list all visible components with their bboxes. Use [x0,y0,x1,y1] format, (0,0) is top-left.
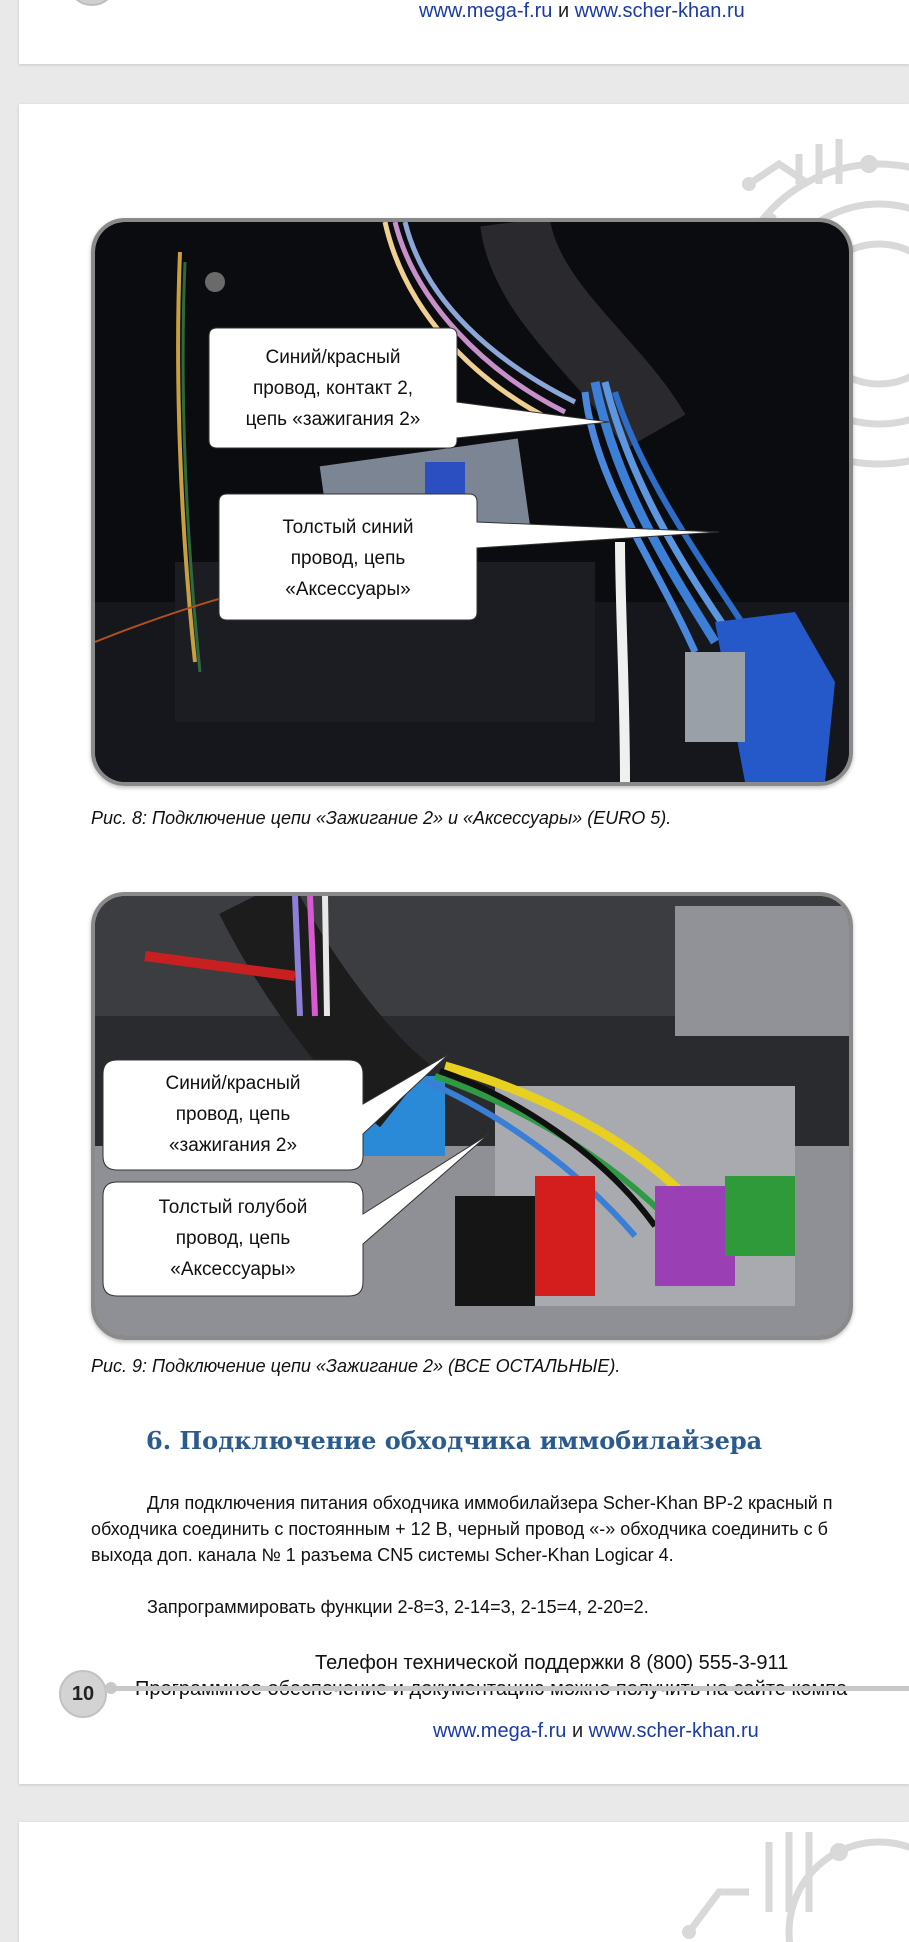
support-phone: Телефон технической поддержки 8 (800) 555-3-911 [315,1652,789,1674]
paragraph-line: выхода доп. канала № 1 разъема CN5 системы Scher-Khan Logicar 4. [91,1545,674,1565]
document-page [19,104,909,1784]
callout-line: цепь «зажигания 2» [245,409,421,430]
mega-f-link[interactable]: www.mega-f.ru [419,0,553,22]
callout-line: Синий/красный [165,1073,301,1094]
callout-line: провод, цепь [175,1104,291,1125]
next-page-fragment [19,1822,909,1942]
callout-line: провод, цепь [290,548,406,569]
callout-line: Синий/красный [265,347,401,368]
page-number: 10 [59,1670,107,1718]
links-conjunction: и [571,1720,584,1742]
callout-line: «Аксессуары» [285,579,411,600]
previous-page-fragment [19,0,909,64]
section-paragraph-2: Запрограммировать функции 2-8=3, 2-14=3, 2-15=4, 2-20=2. [147,1597,649,1617]
figure-8-caption: Рис. 8: Подключение цепи «Зажигание 2» и «Аксессуары» (EURO 5). [91,808,672,828]
page-number-badge-partial [67,0,117,6]
figure-9-callout-2 [103,1192,363,1285]
header-links [419,0,745,23]
paragraph-line: Для подключения питания обходчика иммобилайзера Scher-Khan BP-2 красный п [147,1493,833,1513]
figure-9-callout-1 [103,1068,363,1161]
circuit-ornament-decoration [659,1822,909,1942]
scher-khan-link[interactable]: www.scher-khan.ru [574,0,745,22]
footer-links [433,1720,759,1743]
paragraph-line: обходчика соединить с постоянным + 12 В, черный провод «-» обходчика соединить с б [91,1519,828,1539]
mega-f-link[interactable]: www.mega-f.ru [433,1720,567,1742]
callout-line: «зажигания 2» [168,1135,298,1156]
callout-line: провод, контакт 2, [252,378,414,399]
callout-line: Толстый синий [282,517,414,538]
footer-rule [109,1686,909,1691]
links-conjunction: и [557,0,570,22]
section-paragraph-1 [91,1490,833,1568]
callout-line: Толстый голубой [158,1197,308,1218]
section-heading: 6. Подключение обходчика иммобилайзера [146,1426,763,1455]
callout-line: провод, цепь [175,1228,291,1249]
callout-line: «Аксессуары» [170,1259,296,1280]
scher-khan-link[interactable]: www.scher-khan.ru [588,1720,759,1742]
figure-9-caption: Рис. 9: Подключение цепи «Зажигание 2» (ВСЕ ОСТАЛЬНЫЕ). [91,1356,621,1376]
